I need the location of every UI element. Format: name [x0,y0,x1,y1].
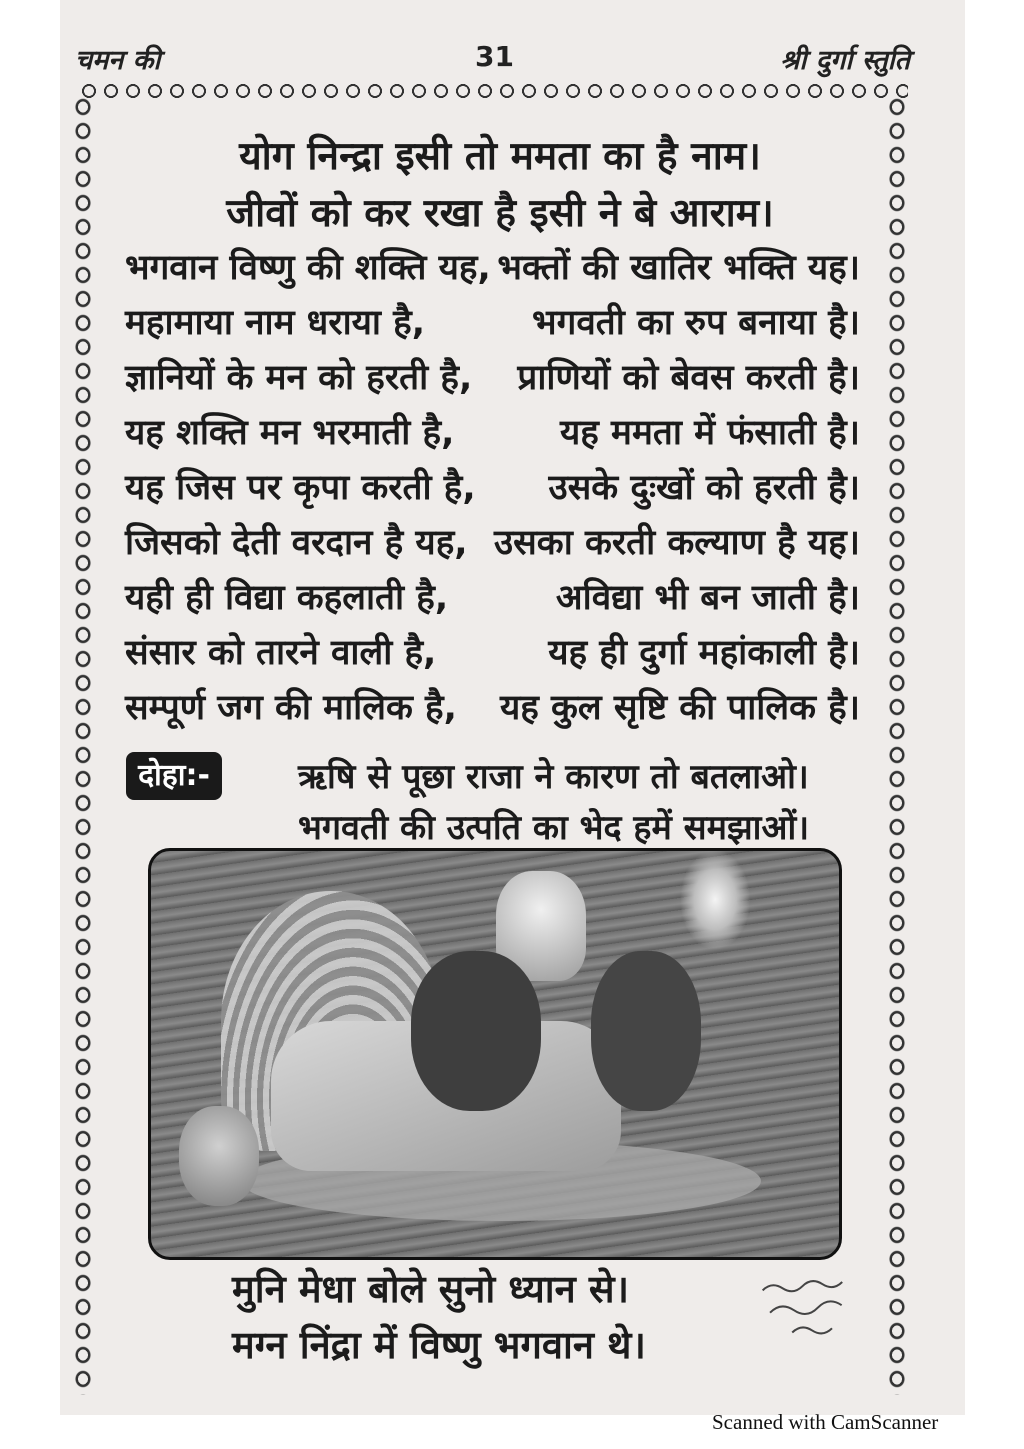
closing-line-1: मुनि मेधा बोले सुनो ध्यान से। [232,1267,630,1311]
verse-second-half: भक्तों की खातिर भक्ति यह। [497,248,860,288]
decorative-border-right [886,95,908,1395]
verse-first-half: यही ही विद्या कहलाती है, [125,578,449,618]
verse-second-half: प्राणियों को बेवस करती है। [517,358,860,398]
handwritten-signature-stamp [756,1264,874,1355]
verse-first-half: यह शक्ति मन भरमाती है, [125,413,455,453]
verse-first-half: संसार को तारने वाली है, [125,633,437,673]
verse-first-half: यह जिस पर कृपा करती है, [125,468,476,508]
verse-second-half: उसके दुःखों को हरती है। [548,468,860,508]
verse-second-half: अविद्या भी बन जाती है। [555,578,860,618]
verse-second-half: भगवती का रुप बनाया है। [532,303,860,343]
verse-first-half: सम्पूर्ण जग की मालिक है, [125,688,457,728]
author-portrait [179,1106,259,1206]
closing-line-2: मग्न निंद्रा में विष्णु भगवान थे। [232,1323,646,1367]
scanner-watermark: Scanned with CamScanner [712,1410,939,1434]
verse-line [125,298,860,345]
verse-line [125,463,860,510]
demon-figure-left [411,951,541,1111]
verse-line [125,683,860,730]
verse-line [125,518,860,565]
verse-first-half: भगवान विष्णु की शक्ति यह, [125,248,491,288]
opening-line-2: जीवों को कर रखा है इसी ने बे आराम। [226,191,774,236]
page-number: 31 [475,40,514,73]
doha-line-2: भगवती की उत्पति का भेद हमें समझाओं। [298,808,810,848]
verse-second-half: यह कुल सृष्टि की पालिक है। [499,688,860,728]
verse-second-half: यह ममता में फंसाती है। [559,413,860,453]
demon-figure-right [591,951,701,1111]
vishnu-illustration [148,848,842,1260]
header-left-title: चमन की [75,45,161,76]
verse-line [125,353,860,400]
verse-line [125,573,860,620]
decorative-border-left [72,95,94,1395]
doha-line-1: ऋषि से पूछा राजा ने कारण तो बतलाओ। [298,757,809,797]
verse-second-half: यह ही दुर्गा महांकाली है। [548,633,860,673]
verse-line [125,628,860,675]
verse-first-half: महामाया नाम धराया है, [125,303,426,343]
verse-first-half: जिसको देती वरदान है यह, [125,523,468,563]
verse-line [125,408,860,455]
verse-second-half: उसका करती कल्याण है यह। [493,523,860,563]
verse-line [125,243,860,290]
header-right-title: श्री दुर्गा स्तुति [780,45,910,76]
page-header [75,40,910,80]
opening-line-1: योग निन्द्रा इसी तो ममता का है नाम। [239,134,761,179]
decorative-border-top [78,80,908,102]
verse-first-half: ज्ञानियों के मन को हरती है, [125,358,473,398]
doha-label-badge: दोहा:- [126,752,222,800]
